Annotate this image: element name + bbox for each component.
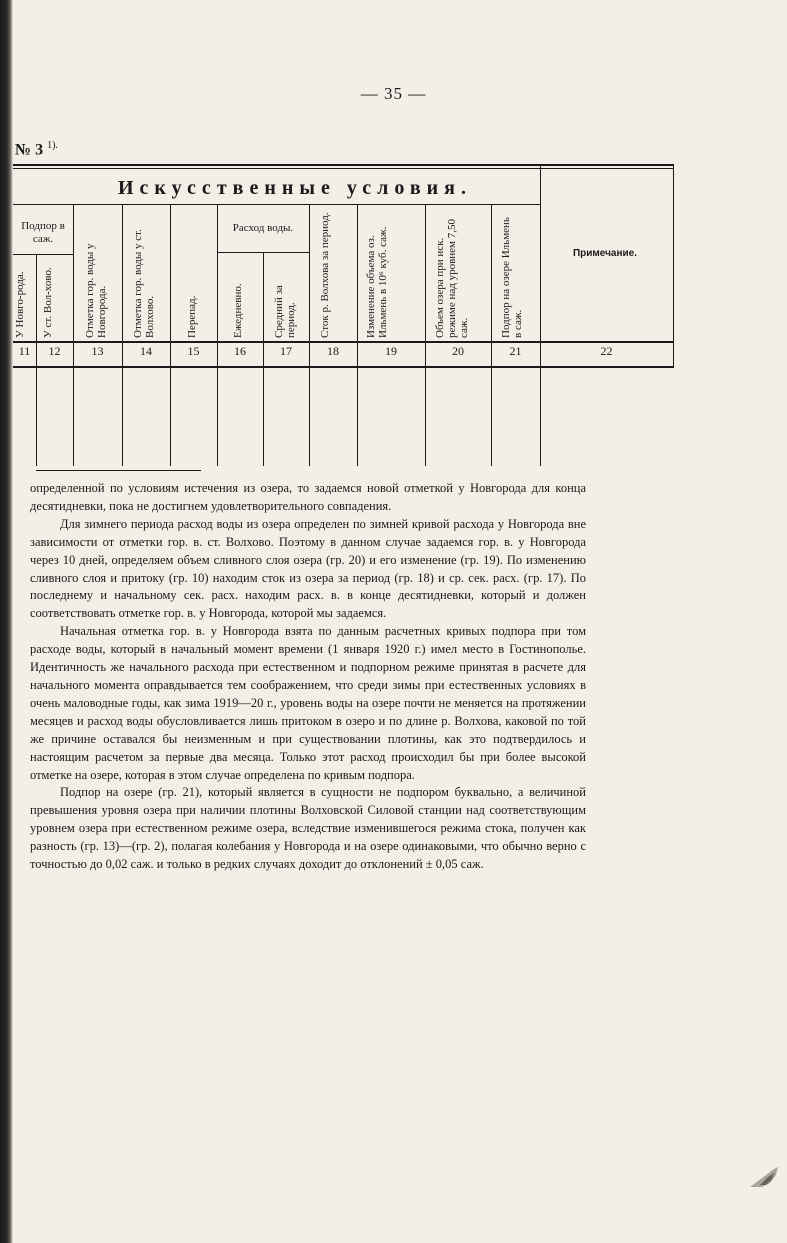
col-header-21: Подпор на озере Ильмень в саж. (500, 217, 524, 338)
col-header-19: Изменение объема оз. Ильмень в 10⁶ куб. саж. (365, 226, 389, 338)
col-rule-16 (217, 204, 218, 466)
col-header-17: Средний за период. (273, 285, 297, 338)
discharge-group-header: Расход воды. (232, 222, 294, 234)
col-number-13: 13 (91, 344, 104, 358)
paragraph: Подпор на озере (гр. 21), который является в сущности не подпором буквально, а величиной превышения уровня озера при наличии плотины Волховской Силовой станции над соответствующим уровнем озера при естественном режиме озера, вследствие изменившегося режима стока, получен как разность (гр. 13)—(гр. 2), полагая колебания у Новгорода и на озере одинаковыми, что обычно верно с точностью до 0,02 саж. и только в редких случаях доходит до отклонений ± 0,05 саж. (30, 785, 586, 872)
section-title: Искусственные условия. (118, 177, 472, 199)
note-column-rule (540, 166, 541, 466)
paragraph: Для зимнего периода расход воды из озера определен по зимней кривой расхода у Новгорода вне зависимости от отметки гор. в. ст. Волхово. Поэтому в данном случае задаемся гор. в. у Новгорода через 10 дней, определяем объем сливного слоя озера (гр. 20) и его изменение (гр. 19). По изменению сливного слоя и притоку (гр. 10) находим сток из озера за период (гр. 18) и ср. сек. расх. (гр. 17). По последнему и начальному сек. расх. находим расх. в. в конце десятидневки, который и должен соответствовать отметке гор. в. у Новгорода, которой мы задаемся. (30, 516, 586, 621)
col-number-19: 19 (385, 344, 397, 358)
col-rule-21 (491, 204, 492, 466)
col-number-22: 22 (600, 344, 613, 358)
col-number-21: 21 (509, 344, 522, 358)
col-header-20: Объем озера при иск. режиме над уровнем 7,50 саж. (434, 218, 470, 338)
body-text (30, 480, 586, 874)
column-number-rule (13, 366, 673, 368)
col-header-12: У ст. Вол-хово. (42, 267, 54, 338)
corner-smudge (748, 1165, 782, 1191)
col-rule-13 (73, 204, 74, 466)
col-number-11: 11 (18, 344, 31, 358)
table-right-rule (673, 164, 674, 368)
paragraph: определенной по условиям истечения из озера, то задаемся новой отметкой у Новгорода для конца десятидневки, пока не достигнем удовлетворительного совпадения. (30, 481, 586, 513)
col-rule-18 (309, 204, 310, 466)
book-binding-edge (0, 0, 13, 1243)
section-title-rule (13, 204, 540, 205)
col-number-20: 20 (452, 344, 464, 358)
col-number-18: 18 (327, 344, 339, 358)
col-header-16: Ежедневно. (232, 283, 244, 338)
header-bottom-rule (13, 341, 673, 343)
col-rule-19 (357, 204, 358, 466)
col-number-14: 14 (140, 344, 152, 358)
table-label-text: № 3 (15, 141, 44, 159)
page-number: — 35 — (360, 84, 427, 103)
col-rule-12 (36, 254, 37, 466)
backwater-group-rule (13, 254, 73, 255)
col-header-13: Отметка гор. воды у Новгорода. (84, 243, 108, 338)
table-top-rule (13, 164, 673, 166)
footnote-rule (36, 470, 201, 471)
col-header-22: Примечание. (572, 248, 638, 259)
table-top-rule-thin (13, 168, 673, 169)
table-label (15, 140, 58, 159)
col-rule-15 (170, 204, 171, 466)
col-number-12: 12 (48, 344, 61, 358)
col-header-11: У Новго-рода. (14, 271, 26, 338)
col-number-17: 17 (280, 344, 292, 358)
table-footnote-marker: 1). (47, 140, 58, 151)
col-rule-20 (425, 204, 426, 466)
col-header-15: Перепад. (186, 295, 198, 338)
col-header-18: Сток р. Волхова за период. (319, 212, 331, 338)
backwater-group-header: Подпор в саж. (21, 220, 65, 245)
col-rule-17 (263, 252, 264, 466)
paragraph: Начальная отметка гор. в. у Новгорода взята по данным расчетных кривых подпора при том расходе воды, который в начальный момент времени (1 января 1920 г.) имел место в Гостинополье. Идентичность же начального расхода при естественном и подпорном режиме принятая в расчете для начального момента оправдывается тем соображением, что среди зимы при естественных условиях в очень маловодные годы, как зима 1919—20 г., уровень воды на озере почти не меняется на протяжении месяцев и расход воды обусловливается лишь притоком в озеро и по длине р. Волхова, каковой по той же причине оставался бы неизменным и при существовании плотины, как это подтвердилось и настоящим расчетом за первые два месяца. Только этот расход происходил бы при более высокой отметке на озере, которая в этом случае определена по кривым подпора. (30, 624, 586, 782)
col-header-14: Отметка гор. воды у ст. Волхово. (132, 229, 156, 338)
col-number-16: 16 (234, 344, 246, 358)
col-number-15: 15 (187, 344, 200, 358)
col-rule-14 (122, 204, 123, 466)
